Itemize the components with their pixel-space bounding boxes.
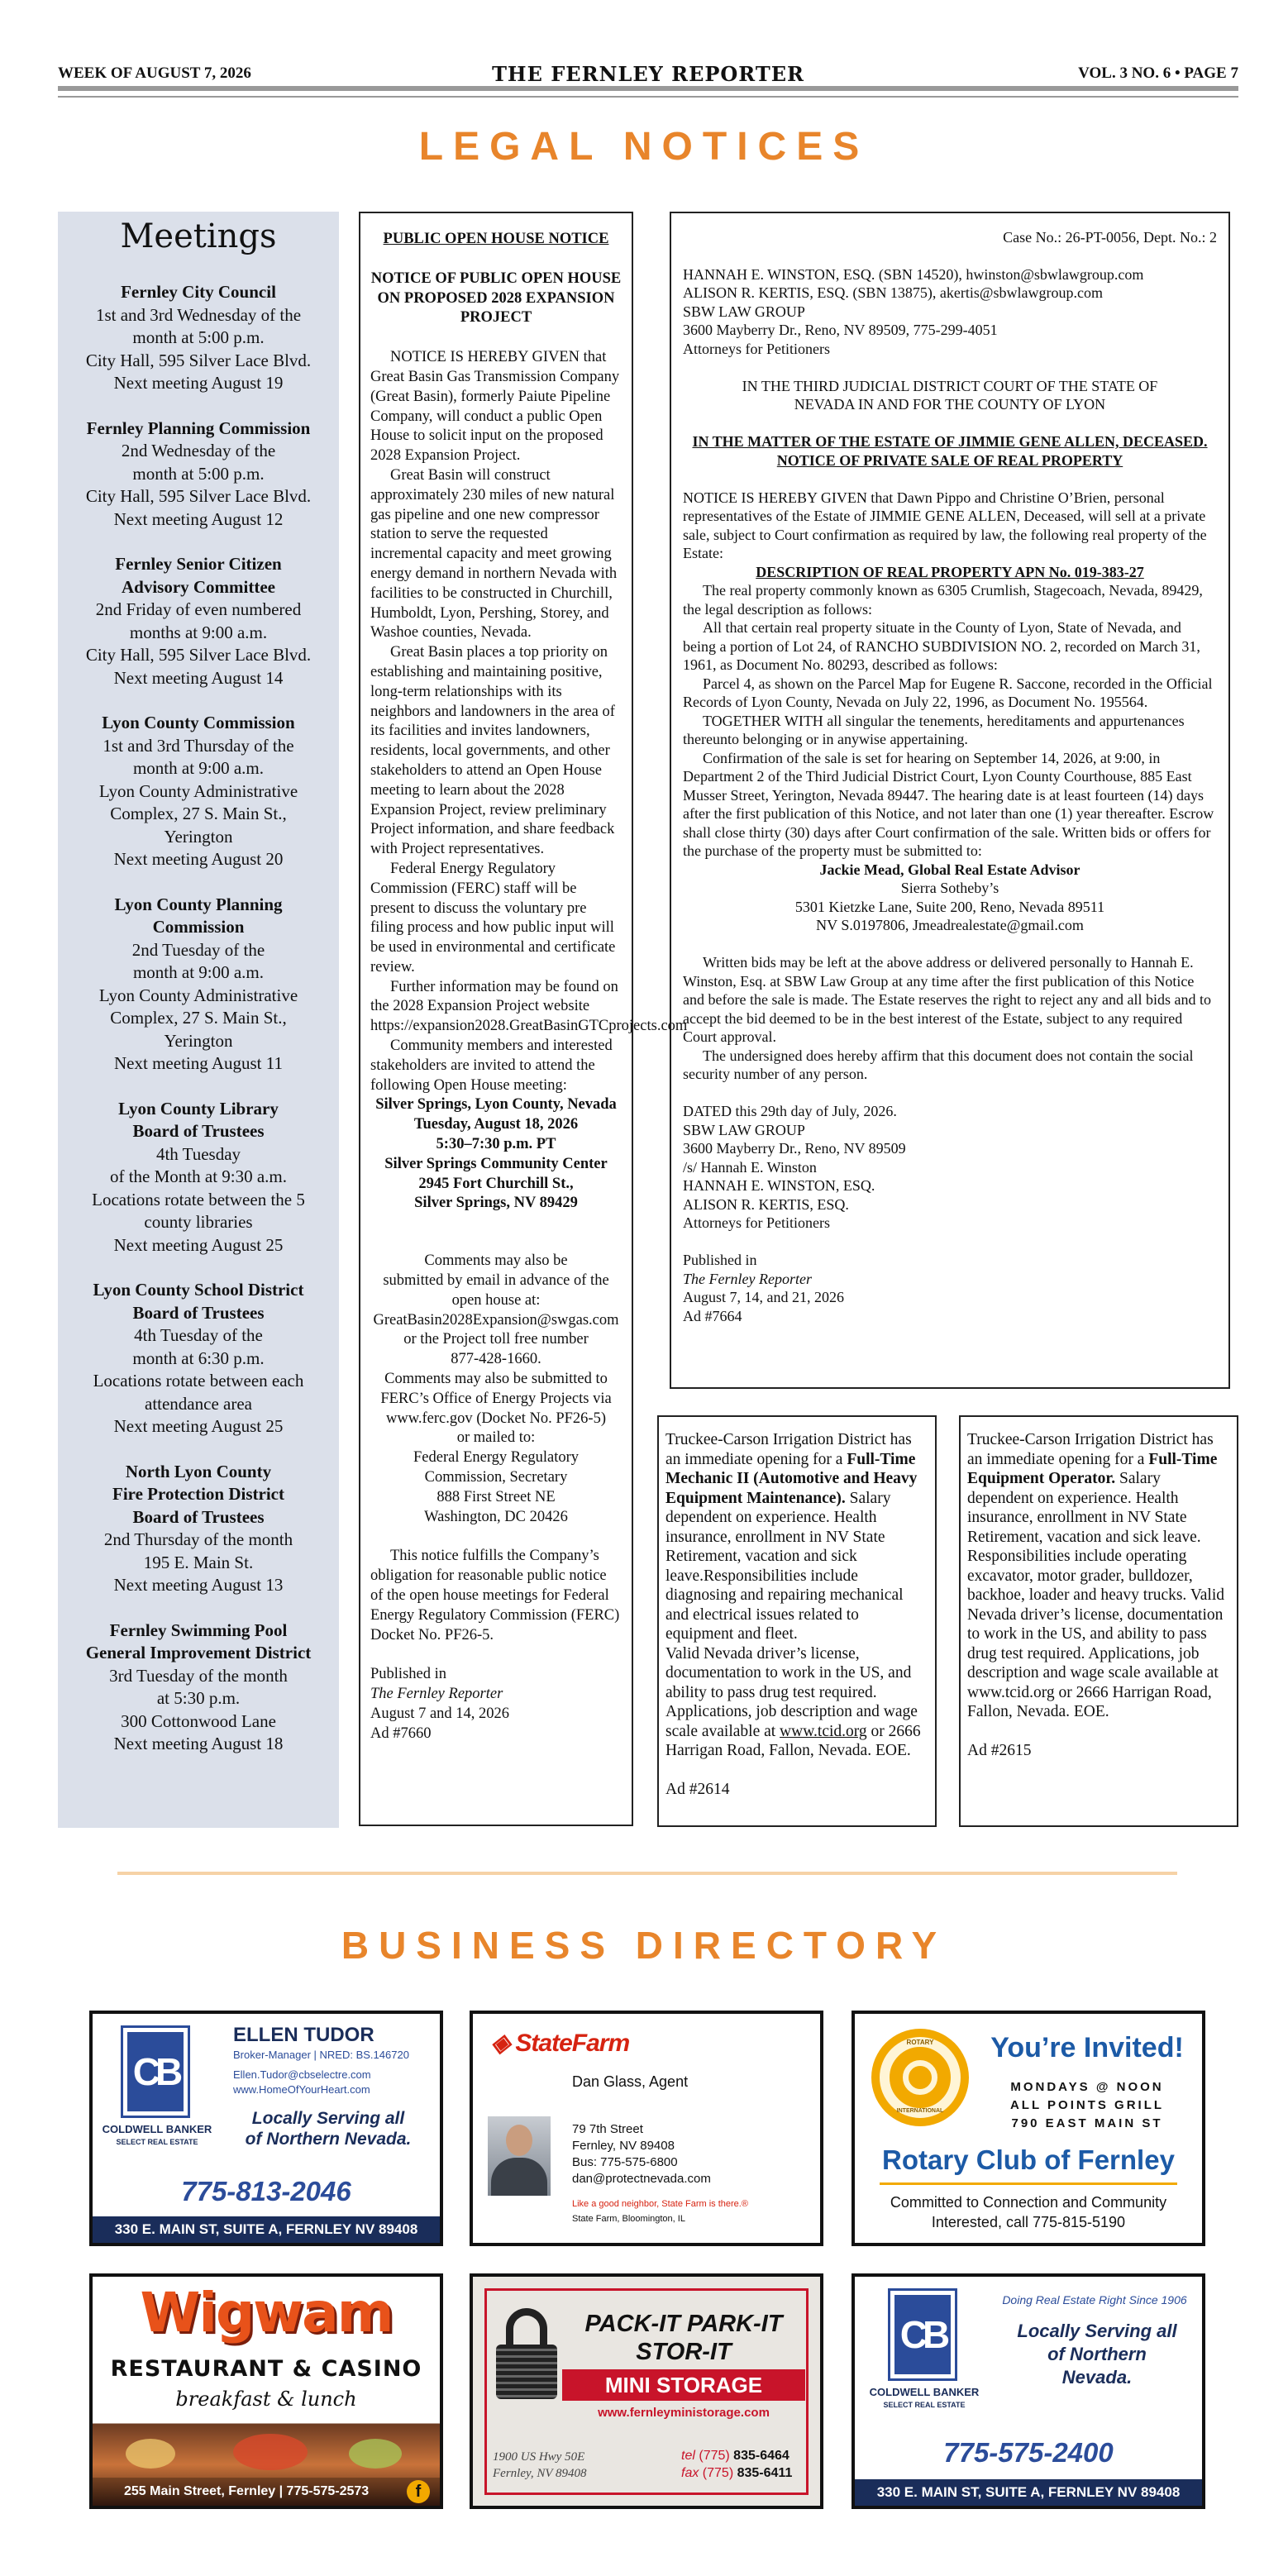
- state-farm-logo: ◈ StateFarm: [491, 2030, 630, 2057]
- job-title: Full-Time Equipment Operator.: [967, 1450, 1218, 1487]
- meeting-detail: month at 6:30 p.m.: [132, 1348, 265, 1368]
- notice-paragraph: Parcel 4, as shown on the Parcel Map for Eugene R. Saccone, recorded in the Official Records of Lyon County, Nevada on July 22, 1996, as Document No. 195564.: [683, 675, 1213, 710]
- padlock-icon: [496, 2308, 557, 2399]
- cb-tagline: Locally Serving all of Northern Nevada.: [1017, 2321, 1177, 2388]
- cb-monogram-icon: CB: [132, 2050, 179, 2093]
- storage-address: 1900 US Hwy 50E Fernley, NV 89408: [493, 2450, 587, 2480]
- storage-website[interactable]: www.fernleyministorage.com: [598, 2406, 770, 2420]
- meeting-group: [58, 1279, 339, 1438]
- job-ad-operator: Truckee-Carson Irrigation District has an immediate opening for a Full-Time Equipment Operator. Salary dependent on experience. Health insurance, enrollment in NV State Retirement, vacation and sick leave. Responsibilities include operating excavator, motor grader, bulldozer, backhoe, loader and heavy trucks. Valid Nevada driver’s license, documentation to work in the US, and ability to pass drug test required. Applications, job description and wage scale available at www.tcid.org or 2666 Harrigan Road, Fallon, Nevada. EOE. Ad #2615: [959, 1415, 1238, 1827]
- rotary-club-name: Rotary Club of Fernley: [882, 2144, 1175, 2175]
- notice-paragraph: This notice fulfills the Company’s obligation for reasonable public notice of the open house meetings for Federal Energy Regulatory Commission (FERC) Docket No. PF26-5.: [370, 1548, 620, 1643]
- food-image: [233, 2434, 308, 2470]
- meeting-detail: 2nd Friday of even numbered: [95, 599, 302, 619]
- notice-paragraph: All that certain real property situate in the County of Lyon, State of Nevada, and being a portion of Lot 24, of RANCHO SUBDIVISION NO. 2, recorded on March 31, 1961, as Document No. 80293, described as follows:: [683, 619, 1200, 673]
- meeting-detail: 300 Cottonwood Lane: [121, 1710, 276, 1731]
- meeting-detail: 2nd Tuesday of the: [131, 939, 265, 960]
- estate-sale-notice: [670, 212, 1230, 1389]
- meetings-sidebar: [58, 212, 339, 1828]
- meeting-detail: Next meeting August 12: [113, 508, 284, 529]
- meeting-detail: 195 E. Main St.: [143, 1552, 254, 1572]
- notice-paragraph: Great Basin places a top priority on establishing and maintaining positive, long-term relationships with its neighbors and landowners in the area of its facilities and invites landowners, residents, local governments, and other stakeholders to attend an Open House meeting to learn about the 2028 Expansion Project, review preliminary Project information, and share feedback with Project representatives.: [370, 644, 615, 858]
- facebook-icon[interactable]: f: [407, 2480, 430, 2503]
- meeting-detail: 2nd Wednesday of the: [121, 441, 276, 460]
- meeting-group: [58, 1620, 339, 1756]
- meeting-body-name: Fernley City Council: [121, 282, 276, 302]
- meeting-body-name: Lyon County Commission: [102, 713, 295, 732]
- meeting-detail: Yerington: [164, 826, 233, 847]
- publication-info: Published in The Fernley Reporter August 7, 14, and 21, 2026 Ad #7664: [683, 1252, 844, 1324]
- meeting-detail: City Hall, 595 Silver Lace Blvd.: [85, 645, 312, 665]
- job-title: Full-Time Mechanic II (Automotive and Heavy Equipment Maintenance).: [665, 1450, 918, 1507]
- meeting-detail: Complex, 27 S. Main St.,: [110, 1008, 287, 1028]
- meeting-detail: 3rd Tuesday of the month: [109, 1665, 288, 1686]
- court-name: IN THE THIRD JUDICIAL DISTRICT COURT OF THE STATE OF NEVADA IN AND FOR THE COUNTY OF LYON: [742, 377, 1158, 413]
- meeting-detail: 1st and 3rd Wednesday of the: [95, 304, 302, 325]
- meeting-body-name: Lyon County Library Board of Trustees: [118, 1098, 279, 1141]
- meeting-detail: month at 5:00 p.m.: [132, 327, 265, 347]
- wigwam-subtitle: RESTAURANT & CASINO: [110, 2356, 422, 2382]
- notice-paragraph: Written bids may be left at the above address or delivered personally to Hannah E. Winston, Esq. at SBW Law Group at any time after the first publication of this Notice and before the sale is made. The Estate reserves the right to reject any and all bids and to accept the bid deemed to be in the best interest of the Estate, subject to any required Court approval.: [683, 954, 1211, 1045]
- notice-paragraph: Federal Energy Regulatory Commission (FERC) staff will be present to discuss the voluntary pre filing process and how public input will be used in environmental and certificate review.: [370, 860, 616, 976]
- meeting-detail: Next meeting August 25: [113, 1234, 284, 1255]
- meeting-body-name: Fernley Planning Commission: [86, 417, 311, 438]
- cb-address: 330 E. MAIN ST, SUITE A, FERNLEY NV 89408: [855, 2479, 1202, 2506]
- agent-name: Dan Glass, Agent: [572, 2073, 689, 2090]
- meeting-detail: City Hall, 595 Silver Lace Blvd.: [85, 350, 312, 370]
- meeting-detail: months at 9:00 a.m.: [129, 622, 268, 642]
- meeting-detail: 2nd Thursday of the month: [103, 1529, 293, 1549]
- meeting-group: [58, 894, 339, 1076]
- meeting-detail: county libraries: [144, 1212, 253, 1232]
- notice-paragraph: Great Basin will construct approximately 230 miles of new natural gas pipeline and one new compressor station to serve the requested incremental capacity and meet growing energy demand in northern Nevada with facilities to be constructed in Churchill, Humboldt, Lyon, Pershing, Storey, and Washoe counties, Nevada.: [370, 466, 618, 642]
- notice-paragraph: TOGETHER WITH all singular the tenements, hereditaments and appurtenances thereunto belonging or in anywise appertaining.: [683, 712, 1185, 747]
- agent-name: Jackie Mead, Global Real Estate Advisor: [819, 861, 1080, 878]
- meeting-detail: Next meeting August 13: [113, 1575, 284, 1595]
- food-image: [349, 2439, 402, 2469]
- tcid-link[interactable]: www.tcid.org: [780, 1722, 867, 1740]
- meeting-group: [58, 712, 339, 871]
- storage-banner: MINI STORAGE: [562, 2369, 805, 2401]
- matter-title: IN THE MATTER OF THE ESTATE OF JIMMIE GENE ALLEN, DECEASED.: [692, 433, 1208, 450]
- meeting-detail: Lyon County Administrative: [98, 780, 298, 801]
- meeting-detail: attendance area: [145, 1393, 252, 1414]
- case-number: Case No.: 26-PT-0056, Dept. No.: 2: [1003, 229, 1217, 246]
- open-house-notice: [359, 212, 688, 1826]
- storage-name: PACK-IT PARK-IT STOR-IT: [584, 2311, 783, 2365]
- meeting-detail: Next meeting August 18: [113, 1734, 284, 1753]
- job-ad-mechanic: Truckee-Carson Irrigation District has an immediate opening for a Full-Time Mechanic II (Automotive and Heavy Equipment Maintenance). Salary dependent on experience. Health insurance, enrollment in NV State Retirement, vacation and sick leave.Responsibilities include diagnosing and repairing mechanical and electrical issues related to equipment and fleet. Valid Nevada driver’s license, documentation to work in the US, and ability to pass drug test required. Applications, job description and wage scale available at www.tcid.org or 2666 Harrigan Road, Fallon, Nevada. EOE. Ad #2614: [657, 1415, 937, 1827]
- header-rule-thin: [58, 96, 1238, 98]
- notice-paragraph: The real property commonly known as 6305 Crumlish, Stagecoach, Nevada, 89429, the legal description as follows:: [683, 582, 1203, 618]
- notice-title: PUBLIC OPEN HOUSE NOTICE: [383, 231, 609, 247]
- rotary-wheel-icon: ROTARY INTERNATIONAL: [871, 2029, 969, 2126]
- comments-info: Comments may also be submitted by email in advance of the open house at: GreatBasin2028Expansion@swgas.com or the Project toll free number 877-428-1660. Comments may also be submitted to FERC’s Office of Energy Projects via www.ferc.gov (Docket No. PF26-5) or mailed to: Federal Energy Regulatory Commission, Secretary 888 First Street NE Washington, DC 20426: [373, 1252, 619, 1525]
- cb-logo: [121, 2025, 190, 2118]
- notice-paragraph: NOTICE IS HEREBY GIVEN that Dawn Pippo and Christine O’Brien, personal representatives of the Estate of JIMMIE GENE ALLEN, Deceased, will sell at a private sale, subject to Court confirmation as required by law, the following real property of the Estate:: [683, 489, 1207, 561]
- storage-phones: tel (775) 835-6464 fax (775) 835-6411: [681, 2449, 793, 2480]
- meeting-detail: month at 9:00 a.m.: [132, 758, 265, 778]
- cb-brand: COLDWELL BANKER: [869, 2386, 980, 2398]
- notice-paragraph: Confirmation of the sale is set for hearing on September 14, 2026, at 9:00, in Department 2 of the Third Judicial District Court, Lyon County Courthouse, 885 East Musser Street, Yerington, Nevada 89447. The hearing date is at least fourteen (14) days after the first publication of this Notice, and not later than one (1) year thereafter. Escrow shall close thirty (30) days after Court confirmation of the sale. Written bids or offers for the purchase of the property must be submitted to:: [683, 749, 1214, 859]
- meeting-detail: Next meeting August 20: [113, 849, 284, 869]
- section-title-business: BUSINESS DIRECTORY: [341, 1924, 947, 1967]
- agent-photo: [488, 2116, 551, 2196]
- meeting-detail: Yerington: [164, 1030, 233, 1051]
- cb-phone: 775-575-2400: [943, 2437, 1114, 2468]
- page-number: VOL. 3 NO. 6 • PAGE 7: [1078, 64, 1238, 82]
- rotary-contact: Committed to Connection and Community Interested, call 775-815-5190: [890, 2194, 1167, 2230]
- notice-paragraph: The undersigned does hereby affirm that this document does not contain the social security number of any person.: [683, 1047, 1194, 1082]
- meeting-detail: Next meeting August 19: [113, 373, 284, 393]
- meeting-group: [58, 281, 339, 395]
- meeting-group: [58, 417, 339, 532]
- meeting-body-name: North Lyon County Fire Protection District Board of Trustees: [112, 1461, 284, 1527]
- wigwam-logo: Wigwam: [140, 2281, 393, 2345]
- meeting-detail: 4th Tuesday: [155, 1143, 241, 1164]
- meetings-title: Meetings: [120, 217, 277, 255]
- ad-number: Ad #2615: [967, 1741, 1032, 1759]
- meeting-detail: Locations rotate between the 5: [92, 1189, 305, 1209]
- page-header: [58, 64, 1238, 84]
- rotary-meeting-info: MONDAYS @ NOON ALL POINTS GRILL 790 EAST MAIN ST: [1009, 2080, 1165, 2130]
- section-divider: [117, 1872, 1177, 1875]
- publication-info: Published in The Fernley Reporter August 7 and 14, 2026 Ad #7660: [370, 1666, 510, 1742]
- meeting-detail: 4th Tuesday of the: [134, 1325, 263, 1345]
- meeting-group: [58, 1461, 339, 1597]
- meeting-detail: of the Month at 9:30 a.m.: [109, 1166, 288, 1186]
- wigwam-tagline: breakfast & lunch: [175, 2388, 357, 2411]
- meeting-body-name: Lyon County School District Board of Trustees: [93, 1280, 304, 1323]
- matter-subtitle: NOTICE OF PRIVATE SALE OF REAL PROPERTY: [776, 451, 1123, 469]
- notice-paragraph: NOTICE IS HEREBY GIVEN that Great Basin Gas Transmission Company (Great Basin), formerly Paiute Pipeline Company, will conduct a public Open House to solicit input on the proposed 2028 Expansion Project.: [370, 349, 620, 465]
- cb-brand: COLDWELL BANKER: [102, 2123, 212, 2135]
- ad-wigwam: [89, 2273, 443, 2509]
- cb-address: 330 E. MAIN ST, SUITE A, FERNLEY NV 89408: [93, 2216, 440, 2243]
- meeting-group: [58, 1098, 339, 1257]
- signature-block: DATED this 29th day of July, 2026. SBW LAW GROUP 3600 Mayberry Dr., Reno, NV 89509 /s/ Hannah E. Winston HANNAH E. WINSTON, ESQ. ALISON R. KERTIS, ESQ. Attorneys for Petitioners: [683, 1103, 906, 1231]
- cb-logo: [888, 2288, 957, 2381]
- meeting-body-name: Lyon County Planning Commission: [114, 894, 283, 937]
- meeting-detail: City Hall, 595 Silver Lace Blvd.: [85, 486, 312, 506]
- property-heading: DESCRIPTION OF REAL PROPERTY APN No. 019-383-27: [756, 563, 1144, 580]
- meeting-body-name: Fernley Swimming Pool General Improvement District: [85, 1620, 312, 1662]
- meetings-list: [58, 281, 339, 1756]
- meeting-detail: 1st and 3rd Thursday of the: [103, 735, 294, 756]
- meeting-detail: month at 5:00 p.m.: [132, 463, 265, 484]
- meeting-detail: Next meeting August 25: [113, 1416, 284, 1436]
- ad-mini-storage: [470, 2273, 823, 2509]
- cb-monogram-icon: CB: [899, 2313, 946, 2356]
- ad-number: Ad #2614: [665, 1780, 730, 1798]
- meeting-detail: Lyon County Administrative: [98, 985, 298, 1005]
- agent-details: Sierra Sotheby’s 5301 Kietzke Lane, Suite 200, Reno, Nevada 89511 NV S.0197806, Jmeadrealestate@gmail.com: [794, 880, 1105, 933]
- masthead-title: THE FERNLEY REPORTER: [492, 62, 804, 86]
- state-farm-icon: ◈: [491, 2030, 516, 2057]
- event-details: Silver Springs, Lyon County, Nevada Tuesday, August 18, 2026 5:30–7:30 p.m. PT Silver Springs Community Center 2945 Fort Churchill St., Silver Springs, NV 89429: [375, 1096, 617, 1212]
- meeting-body-name: Fernley Senior Citizen Advisory Committee: [115, 554, 282, 597]
- agent-name: ELLEN TUDOR: [233, 2024, 374, 2046]
- ad-rotary-club: [852, 2011, 1205, 2246]
- ad-state-farm: ◈ StateFarm Dan Glass, Agent 79 7th Street Fernley, NV 89408 Bus: 775-575-6800 dan@protectnevada.com Like a good neighbor, State Farm is there.® State Farm, Bloomington, IL: [470, 2011, 823, 2246]
- section-title-legal: LEGAL NOTICES: [418, 125, 870, 169]
- agent-contact: 79 7th Street Fernley, NV 89408 Bus: 775-575-6800 dan@protectnevada.com: [572, 2122, 711, 2186]
- rotary-headline: You’re Invited!: [990, 2032, 1184, 2063]
- notice-paragraph: Community members and interested stakeholders are invited to attend the following Open House meeting:: [370, 1038, 613, 1094]
- cb-tagline: Locally Serving all of Northern Nevada.: [245, 2109, 412, 2149]
- issue-date: WEEK OF AUGUST 7, 2026: [58, 64, 251, 82]
- ad-coldwell-banker: CB COLDWELL BANKER SELECT REAL ESTATE Doing Real Estate Right Since 1906 Locally Serving all of Northern Nevada. 775-575-2400 330 E. MAIN ST, SUITE A, FERNLEY NV 89408: [852, 2273, 1205, 2509]
- attorney-block: HANNAH E. WINSTON, ESQ. (SBN 14520), hwinston@sbwlawgroup.com ALISON R. KERTIS, ESQ. (SBN 13875), akertis@sbwlawgroup.com SBW LAW GROUP 3600 Mayberry Dr., Reno, NV 89509, 775-299-4051 Attorneys for Petitioners: [683, 265, 1144, 357]
- cb-phone: 775-813-2046: [181, 2176, 351, 2206]
- food-image: [126, 2439, 175, 2469]
- meeting-detail: at 5:30 p.m.: [156, 1688, 241, 1708]
- meeting-detail: Complex, 27 S. Main St.,: [110, 804, 287, 823]
- wigwam-address: 255 Main Street, Fernley | 775-575-2573: [93, 2478, 440, 2506]
- meeting-group: [58, 553, 339, 689]
- notice-paragraph: Further information may be found on the 2028 Expansion Project website https://expansion2028.GreatBasinGTCprojects.com: [370, 978, 688, 1035]
- meeting-detail: Next meeting August 14: [113, 667, 284, 688]
- meeting-detail: month at 9:00 a.m.: [132, 962, 265, 982]
- meeting-detail: Next meeting August 11: [114, 1053, 283, 1073]
- header-rule-thick: [58, 86, 1238, 91]
- notice-subtitle: NOTICE OF PUBLIC OPEN HOUSE ON PROPOSED 2028 EXPANSION PROJECT: [370, 270, 622, 327]
- ad-coldwell-banker-tudor: CB COLDWELL BANKER SELECT REAL ESTATE ELLEN TUDOR Broker-Manager | NRED: BS.146720 Ellen.Tudor@cbselectre.com www.HomeOfYourHeart.com Locally Serving all of Northern Nevada. 775-813-2046 330 E. MAIN ST, SUITE A, FERNLEY NV 89408: [89, 2011, 443, 2246]
- meeting-detail: Locations rotate between each: [93, 1371, 304, 1391]
